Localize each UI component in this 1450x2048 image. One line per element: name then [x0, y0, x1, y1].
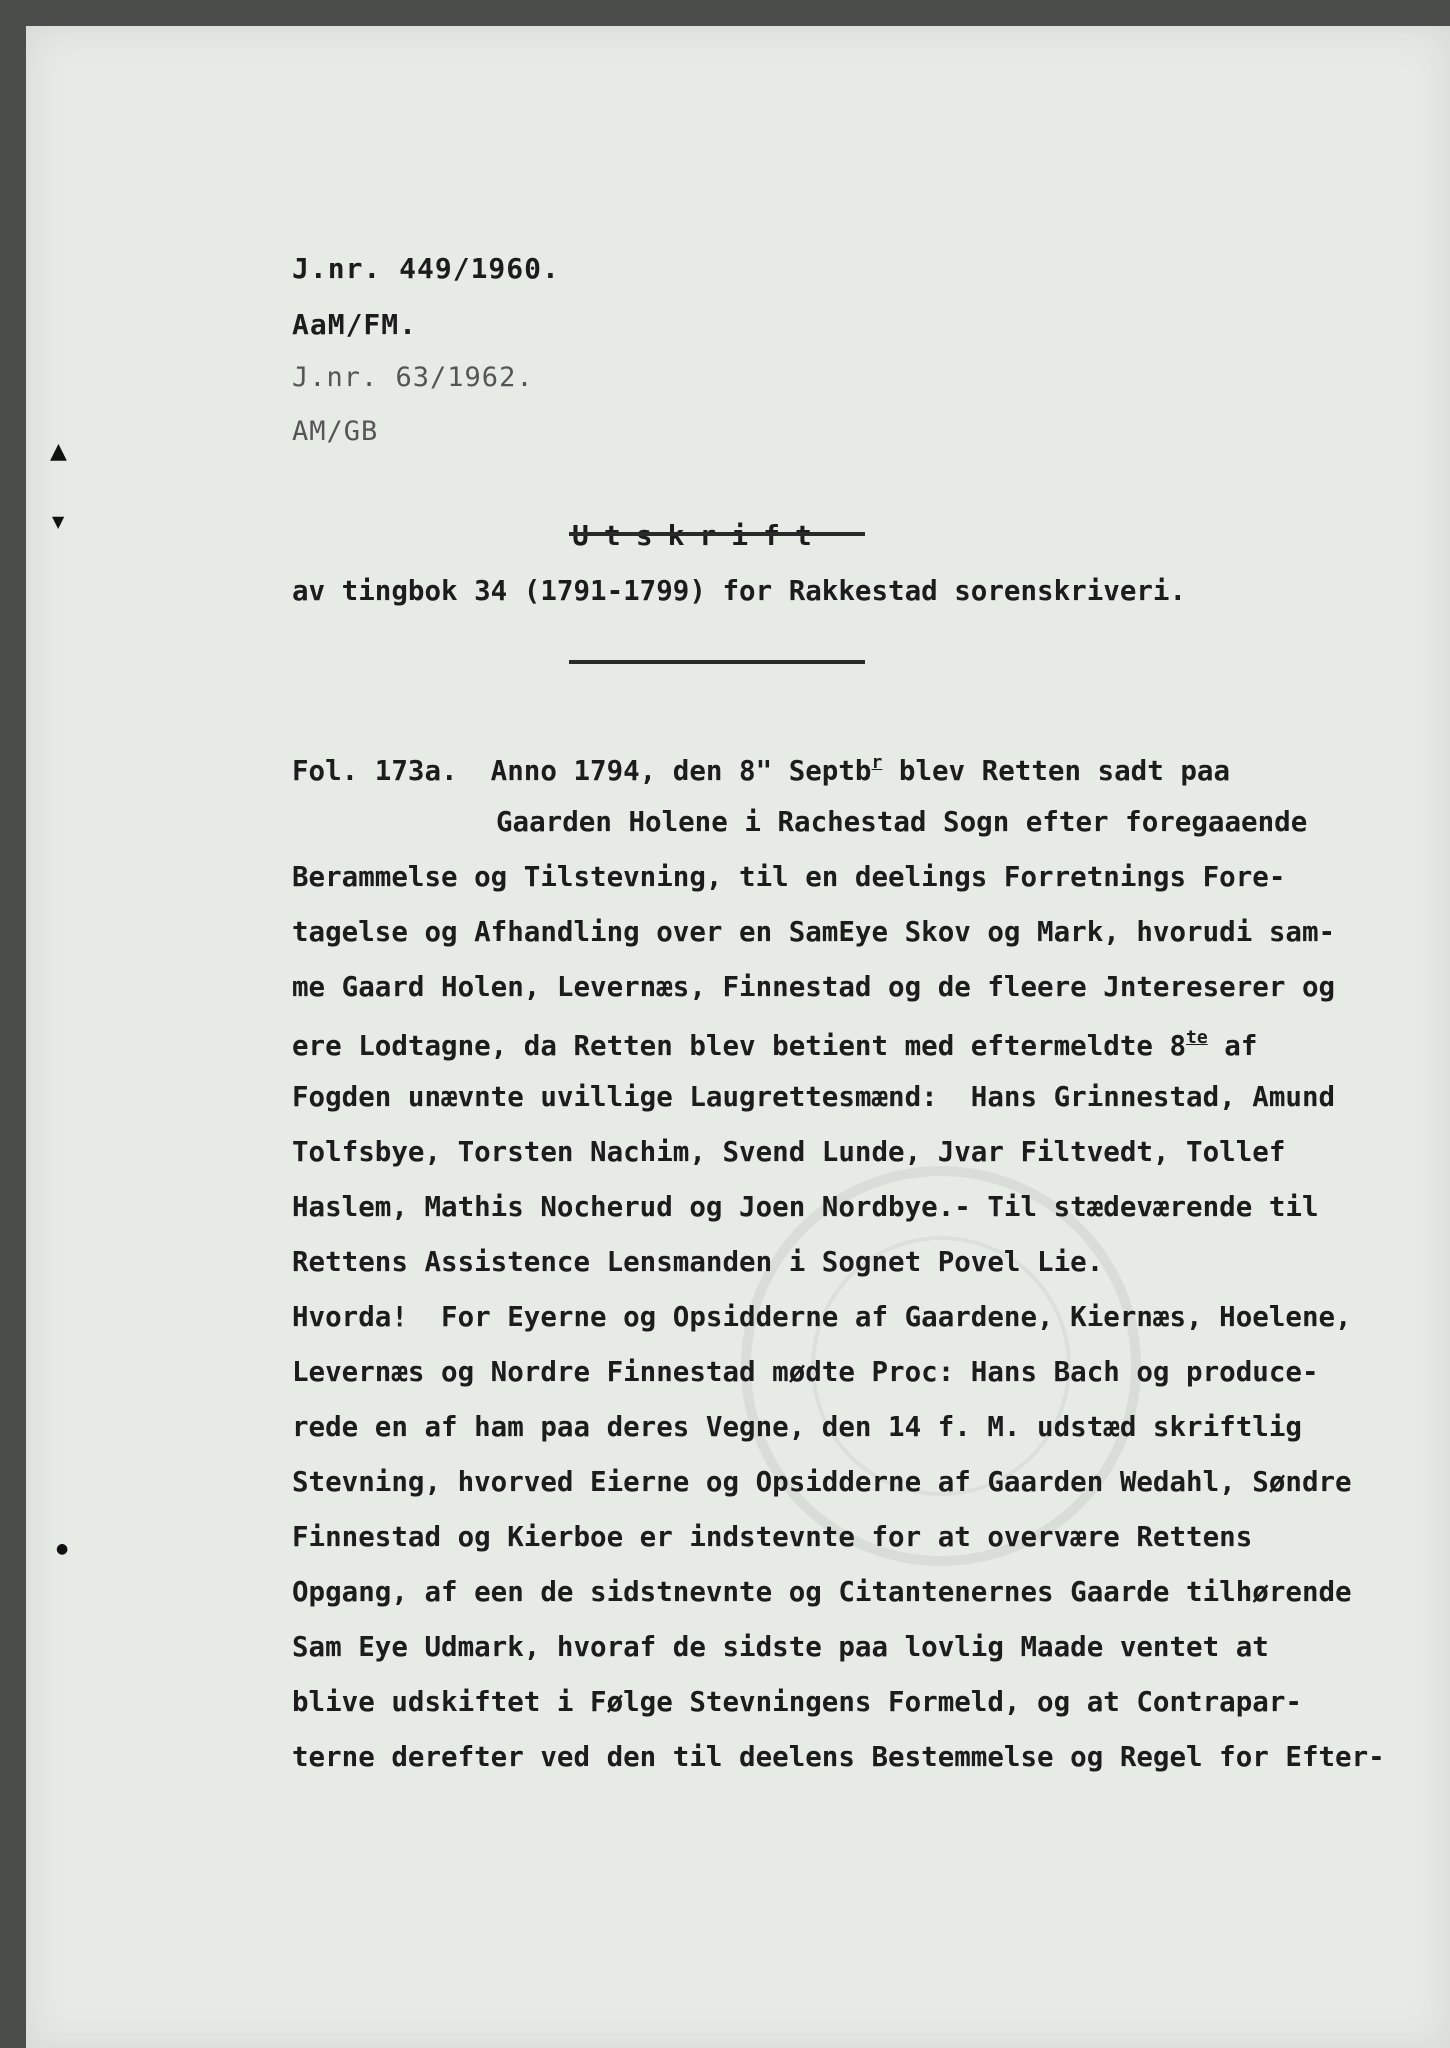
body-line-5: me Gaard Holen, Levernæs, Finnestad og de fleere Jntereserer og: [292, 971, 1336, 1003]
journal-number-1962: J.nr. 63/1962.: [292, 362, 534, 393]
body-line-14: Stevning, hvorved Eierne og Opsidderne af Gaarden Wedahl, Søndre: [292, 1466, 1352, 1498]
body-line-12: Levernæs og Nordre Finnestad mødte Proc: Hans Bach og produce-: [292, 1356, 1319, 1388]
body-line-11: Hvorda! For Eyerne og Opsidderne af Gaardene, Kiernæs, Hoelene,: [292, 1301, 1352, 1333]
body-line-19: terne derefter ved den til deelens Bestemmelse og Regel for Efter-: [292, 1741, 1385, 1773]
body-line-3: Berammelse og Tilstevning, til en deelings Forretnings Fore-: [292, 861, 1286, 893]
body-line-2: Gaarden Holene i Rachestad Sogn efter foregaaende: [496, 806, 1308, 838]
body-line-6: ere Lodtagne, da Retten blev betient med eftermeldte $8^{te}$ af: [292, 1027, 1258, 1062]
initials-am-gb: AM/GB: [292, 416, 379, 447]
body-line-18: blive udskiftet i Følge Stevningens Formeld, og at Contrapar-: [292, 1686, 1302, 1718]
initials-aam-fm: AaM/FM.: [292, 308, 418, 341]
body-line-10: Rettens Assistence Lensmanden i Sognet Povel Lie.: [292, 1246, 1104, 1278]
subtitle: av tingbok 34 (1791-1799) for Rakkestad sorenskriveri.: [292, 575, 1187, 607]
body-line-4: tagelse og Afhandling over en SamEye Skov og Mark, hvorudi sam-: [292, 916, 1336, 948]
journal-number-1960: J.nr. 449/1960.: [292, 252, 560, 285]
separator-rule: [569, 660, 865, 664]
title-underline: [569, 532, 865, 536]
body-line-1: Fol. 173a. Anno 1794, den 8" Septb$^r$ blev Retten sadt paa: [292, 752, 1231, 787]
body-line-15: Finnestad og Kierboe er indstevnte for at overvære Rettens: [292, 1521, 1253, 1553]
body-line-17: Sam Eye Udmark, hvoraf de sidste paa lovlig Maade ventet at: [292, 1631, 1269, 1663]
margin-mark-top: ▲: [50, 439, 67, 464]
body-line-7: Fogden unævnte uvillige Laugrettesmænd: Hans Grinnestad, Amund: [292, 1081, 1336, 1113]
margin-mark-middle: ▼: [52, 512, 65, 531]
margin-mark-bottom: ●: [56, 1541, 69, 1557]
body-line-16: Opgang, af een de sidstnevnte og Citantenernes Gaarde tilhørende: [292, 1576, 1352, 1608]
body-line-13: rede en af ham paa deres Vegne, den 14 f. M. udstæd skriftlig: [292, 1411, 1302, 1443]
body-line-8: Tolfsbye, Torsten Nachim, Svend Lunde, Jvar Filtvedt, Tollef: [292, 1136, 1286, 1168]
body-line-9: Haslem, Mathis Nocherud og Joen Nordbye.- Til stædeværende til: [292, 1191, 1319, 1223]
document-page: [26, 26, 1450, 2048]
